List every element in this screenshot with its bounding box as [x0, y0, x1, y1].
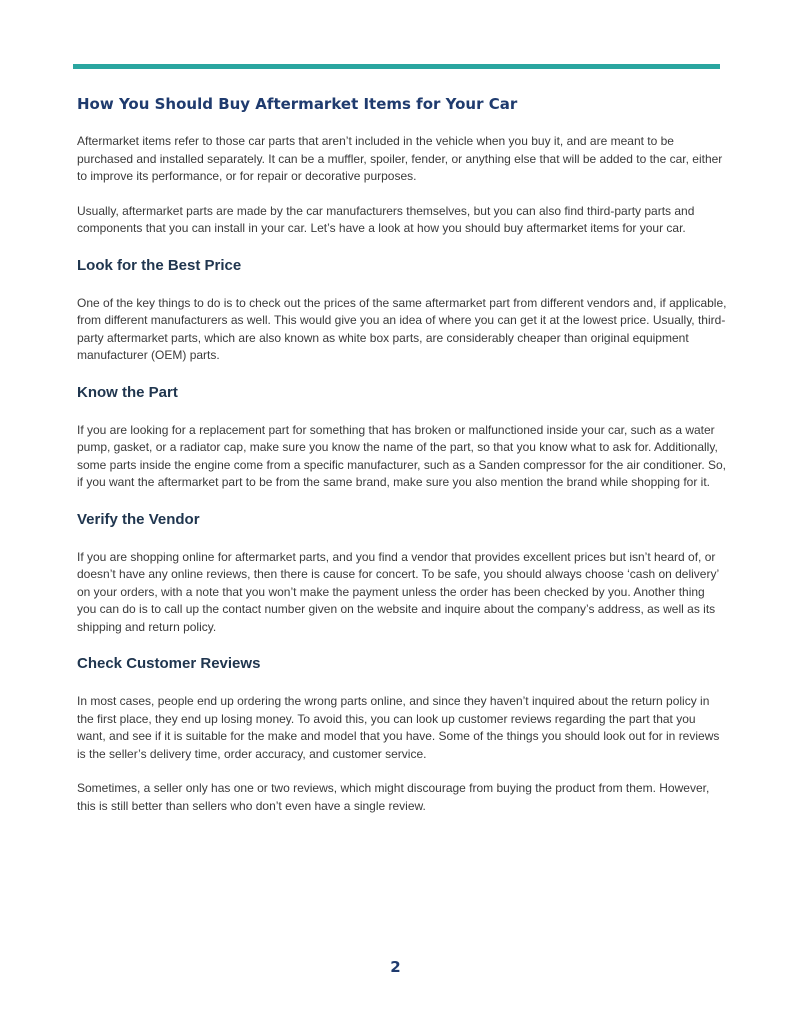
section-heading: Look for the Best Price	[77, 256, 242, 274]
section-heading: Know the Part	[77, 383, 178, 401]
page-number: 2	[390, 958, 401, 976]
section-paragraph: Sometimes, a seller only has one or two reviews, which might discourage from buying the product from them. However, this is still better than sellers who don’t even have a single review.	[77, 781, 710, 813]
section-paragraph: One of the key things to do is to check out the prices of the same aftermarket part from different vendors and, if applicable, from different manufacturers as well. This would give you an idea of where you can get it at the lowest price. Usually, third-party aftermarket parts, which are also known as white box parts, are considerably cheaper than original equipment manufacturer (OEM) parts.	[77, 295, 727, 362]
section-verify-vendor	[77, 509, 727, 637]
section-know-the-part	[77, 382, 727, 492]
section-paragraph: If you are shopping online for aftermarket parts, and you find a vendor that provides excellent prices but isn’t heard of, or doesn’t have any online reviews, then there is cause for concert. To be safe, you should always choose ‘cash on delivery’ on your orders, with a note that you won’t make the payment unless the order has been checked by you. Another thing you can do is to call up the contact number given on the website and inquire about the company’s address, as well as its shipping and return policy.	[77, 549, 719, 634]
section-heading: Verify the Vendor	[77, 510, 200, 528]
document-title: How You Should Buy Aftermarket Items for Your Car	[77, 95, 518, 113]
section-paragraph: If you are looking for a replacement part for something that has broken or malfunctioned inside your car, such as a water pump, gasket, or a radiator cap, make sure you know the name of the part, so that you know what to ask for. Additionally, some parts inside the engine come from a specific manufacturer, such as a Sanden compressor for the air conditioner. So, if you want the aftermarket part to be from the same brand, make sure you also mention the brand while shopping for it.	[77, 422, 727, 489]
section-best-price	[77, 255, 727, 365]
document-body	[77, 93, 727, 832]
intro-paragraph: Usually, aftermarket parts are made by the car manufacturers themselves, but you can also find third-party parts and components that you can install in your car. Let’s have a look at how you should buy aftermarket items for your car.	[77, 203, 695, 235]
intro-paragraph: Aftermarket items refer to those car parts that aren’t included in the vehicle when you buy it, and are meant to be purchased and installed separately. It can be a muffler, spoiler, fender, or anything else that will be added to the car, either to improve its performance, or for repair or decorative purposes.	[77, 134, 723, 183]
top-accent-rule	[73, 64, 720, 69]
section-paragraph: In most cases, people end up ordering the wrong parts online, and since they haven’t inquired about the return policy in the first place, they end up losing money. To avoid this, you can look up customer reviews regarding the part that you want, and see if it is suitable for the make and model that you have. Some of the things you should look out for in reviews is the seller’s delivery time, order accuracy, and customer service.	[77, 694, 720, 761]
section-heading: Check Customer Reviews	[77, 655, 261, 672]
section-customer-reviews	[77, 653, 727, 815]
